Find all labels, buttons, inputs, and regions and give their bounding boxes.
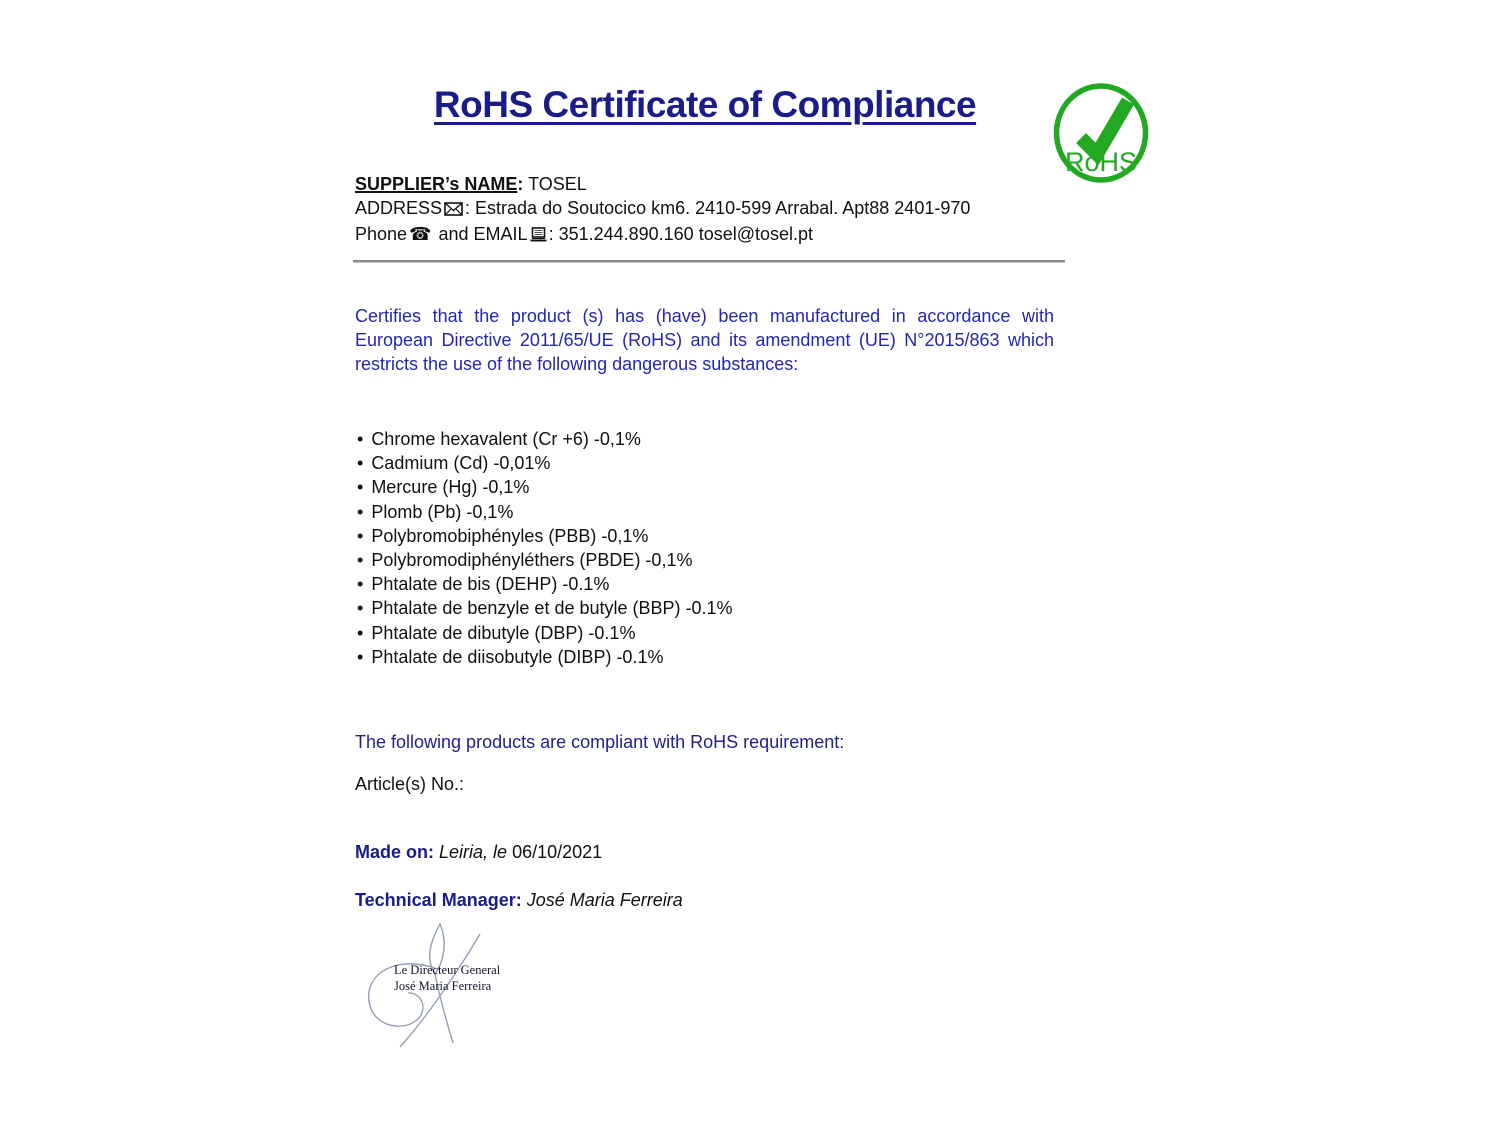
compliance-statement: The following products are compliant with RoHS requirement: [355,732,845,752]
page-title: RoHS Certificate of Compliance [433,84,977,125]
made-on-place: Leiria, le [439,842,508,862]
list-item: • Polybromodiphényléthers (PBDE) -0,1% [357,548,733,572]
computer-icon [530,224,547,248]
signature-line1: Le Directeur General [394,963,501,977]
address-value: : Estrada do Soutocico km6. 2410-599 Arrabal. Apt88 2401-970 [465,198,971,218]
technical-manager-label: Technical Manager: [355,890,522,910]
supplier-name-value: TOSEL [528,174,587,194]
list-item: • Phtalate de benzyle et de butyle (BBP) -0.1% [357,596,733,620]
list-item: • Cadmium (Cd) -0,01% [357,451,733,475]
phone-label: Phone [355,224,408,244]
articles-label: Article(s) No.: [355,774,465,794]
rohs-logo [1051,82,1151,184]
rohs-logo-graphic [1051,82,1151,184]
made-on-label: Made on: [355,842,434,862]
phone-icon: ☎ [409,224,432,245]
divider-rule [353,260,1065,263]
substances-list [357,427,733,669]
supplier-name-label: SUPPLIER’s NAME [355,174,518,194]
supplier-name-colon: : [517,174,524,194]
signature-line2: José Maria Ferreira [394,978,492,993]
signature-block [356,916,516,1056]
envelope-icon [444,198,463,222]
list-item: • Phtalate de dibutyle (DBP) -0.1% [357,621,733,645]
list-item: • Polybromobiphényles (PBB) -0,1% [357,524,733,548]
technical-manager-name: José Maria Ferreira [526,890,683,910]
certification-paragraph: Certifies that the product (s) has (have) been manufactured in accordance with European Directive 2011/65/UE (RoHS) and its amendment (UE) N°2015/863 which restricts the use of the following dangerous substances: [355,306,1054,375]
list-item: • Mercure (Hg) -0,1% [357,475,733,499]
supplier-address-line [355,196,970,222]
and-email-label: and EMAIL [438,224,528,244]
list-item: • Phtalate de bis (DEHP) -0.1% [357,572,733,596]
contact-value: : 351.244.890.160 tosel@tosel.pt [548,224,814,244]
rohs-logo-text: RoHS [1064,147,1138,177]
made-on-date: 06/10/2021 [512,842,603,862]
list-item: • Plomb (Pb) -0,1% [357,500,733,524]
address-label: ADDRESS [355,198,443,218]
supplier-block [355,172,970,248]
made-on-line [355,842,602,863]
list-item: • Chrome hexavalent (Cr +6) -0,1% [357,427,733,451]
technical-manager-line [355,890,683,911]
supplier-name-line [355,172,970,196]
signature-text [394,963,500,994]
supplier-contact-line [355,222,970,248]
list-item: • Phtalate de diisobutyle (DIBP) -0.1% [357,645,733,669]
